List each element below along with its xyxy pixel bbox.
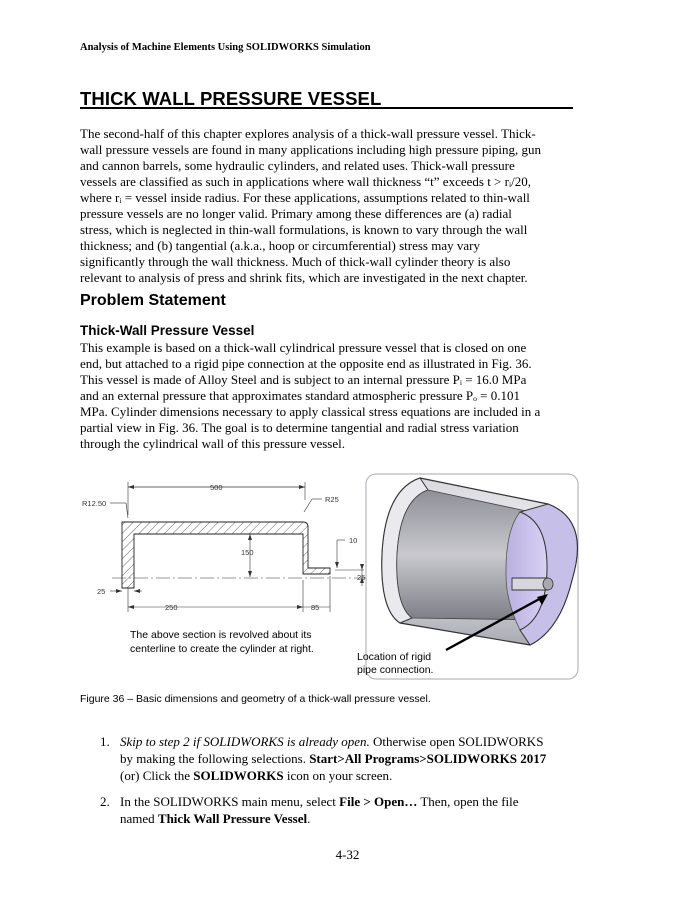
step-text-part: Then, open the file: [417, 794, 519, 809]
problem-line: This example is based on a thick-wall cylindrical pressure vessel that is closed on one: [80, 340, 527, 355]
page-number: 4-32: [335, 847, 360, 862]
step-text-part: icon on your screen.: [283, 768, 393, 783]
step-italic: Skip to step 2 if SOLIDWORKS is already open.: [120, 734, 370, 749]
dim-150: 150: [241, 548, 254, 557]
title-rule: [80, 107, 573, 109]
problem-line: MPa. Cylinder dimensions necessary to apply classical stress equations are included in a: [80, 404, 541, 419]
dim-85: 85: [311, 603, 320, 612]
app-name: SOLIDWORKS: [193, 768, 284, 783]
figure-36: [0, 460, 695, 690]
problem-line: This vessel is made of Alloy Steel and is subject to an internal pressure Pᵢ = 16.0 MPa: [80, 372, 527, 387]
section-note-line-1: The above section is revolved about its: [130, 629, 312, 641]
step-text-part: (or) Click the: [120, 768, 194, 783]
dim-25-left: 25: [97, 587, 106, 596]
intro-line: wall pressure vessels are found in many applications including high pressure piping, gun: [80, 142, 542, 157]
menu-path: Start>All Programs>SOLIDWORKS 2017: [309, 751, 547, 766]
step-text: [120, 793, 580, 827]
dim-r12: R12.50: [82, 499, 107, 508]
dim-10: 10: [349, 536, 358, 545]
step-text-part: named: [120, 811, 158, 826]
dim-250: 250: [165, 603, 178, 612]
intro-line: stress, which is neglected in thin-wall formulations, is known to vary through the wall: [80, 222, 528, 237]
file-name: Thick Wall Pressure Vessel: [157, 811, 308, 826]
intro-line: significantly through the wall thickness. Much of thick-wall cylinder theory is also: [80, 254, 511, 269]
callout-line-1: Location of rigid: [357, 651, 432, 663]
section-drawing: [82, 482, 378, 612]
problem-line: through the cylindrical wall of this pressure vessel.: [80, 436, 345, 451]
problem-line: end, but attached to a rigid pipe connection at the opposite end as illustrated in Fig. 36.: [80, 356, 532, 371]
page-title: THICK WALL PRESSURE VESSEL: [80, 88, 382, 109]
intro-line: relevant to analysis of press and shrink fits, which are investigated in the next chapter.: [80, 270, 528, 285]
intro-paragraph: [80, 126, 576, 286]
intro-line: and cannon barrels, some hydraulic cylinders, and related uses. Thick-wall pressure: [80, 158, 515, 173]
step-number: 1.: [100, 734, 110, 749]
step-text-part: by making the following selections.: [120, 751, 310, 766]
problem-paragraph: [80, 340, 576, 452]
callout-line-2: pipe connection.: [357, 664, 434, 676]
subsection-heading: Thick-Wall Pressure Vessel: [80, 323, 255, 338]
intro-line: where rᵢ = vessel inside radius. For these applications, assumptions related to thin-wall: [80, 190, 530, 205]
menu-command: File > Open…: [339, 794, 418, 809]
cylinder-3d-view: [366, 474, 578, 679]
dim-25-right: 25: [357, 573, 366, 582]
section-heading: Problem Statement: [80, 292, 226, 309]
step-text-part: In the SOLIDWORKS main menu, select: [120, 794, 340, 809]
figure-caption: Figure 36 – Basic dimensions and geometry of a thick-wall pressure vessel.: [80, 693, 431, 705]
step-text-part: .: [307, 811, 311, 826]
intro-line: pressure vessels are no longer valid. Primary among these differences are (a) radial: [80, 206, 512, 221]
intro-line: thickness; and (b) tangential (a.k.a., hoop or circumferential) stress may vary: [80, 238, 480, 253]
dim-r25: R25: [325, 495, 339, 504]
problem-line: partial view in Fig. 36. The goal is to determine tangential and radial stress variation: [80, 420, 519, 435]
step-1: [100, 733, 580, 787]
section-note-line-2: centerline to create the cylinder at right.: [130, 643, 314, 655]
intro-line: The second-half of this chapter explores analysis of a thick-wall pressure vessel. Thick-: [80, 126, 536, 141]
running-header: Analysis of Machine Elements Using SOLIDWORKS Simulation: [80, 42, 371, 53]
dim-500: 500: [210, 483, 223, 492]
step-text-part: Otherwise open SOLIDWORKS: [369, 734, 544, 749]
problem-line: and an external pressure that approximates standard atmospheric pressure Pₒ = 0.101: [80, 388, 520, 403]
step-2: [100, 793, 580, 829]
step-text: [120, 733, 580, 784]
intro-line: vessels are classified as such in applications where wall thickness “t” exceeds t > rᵢ/20,: [80, 174, 531, 189]
step-number: 2.: [100, 794, 110, 809]
